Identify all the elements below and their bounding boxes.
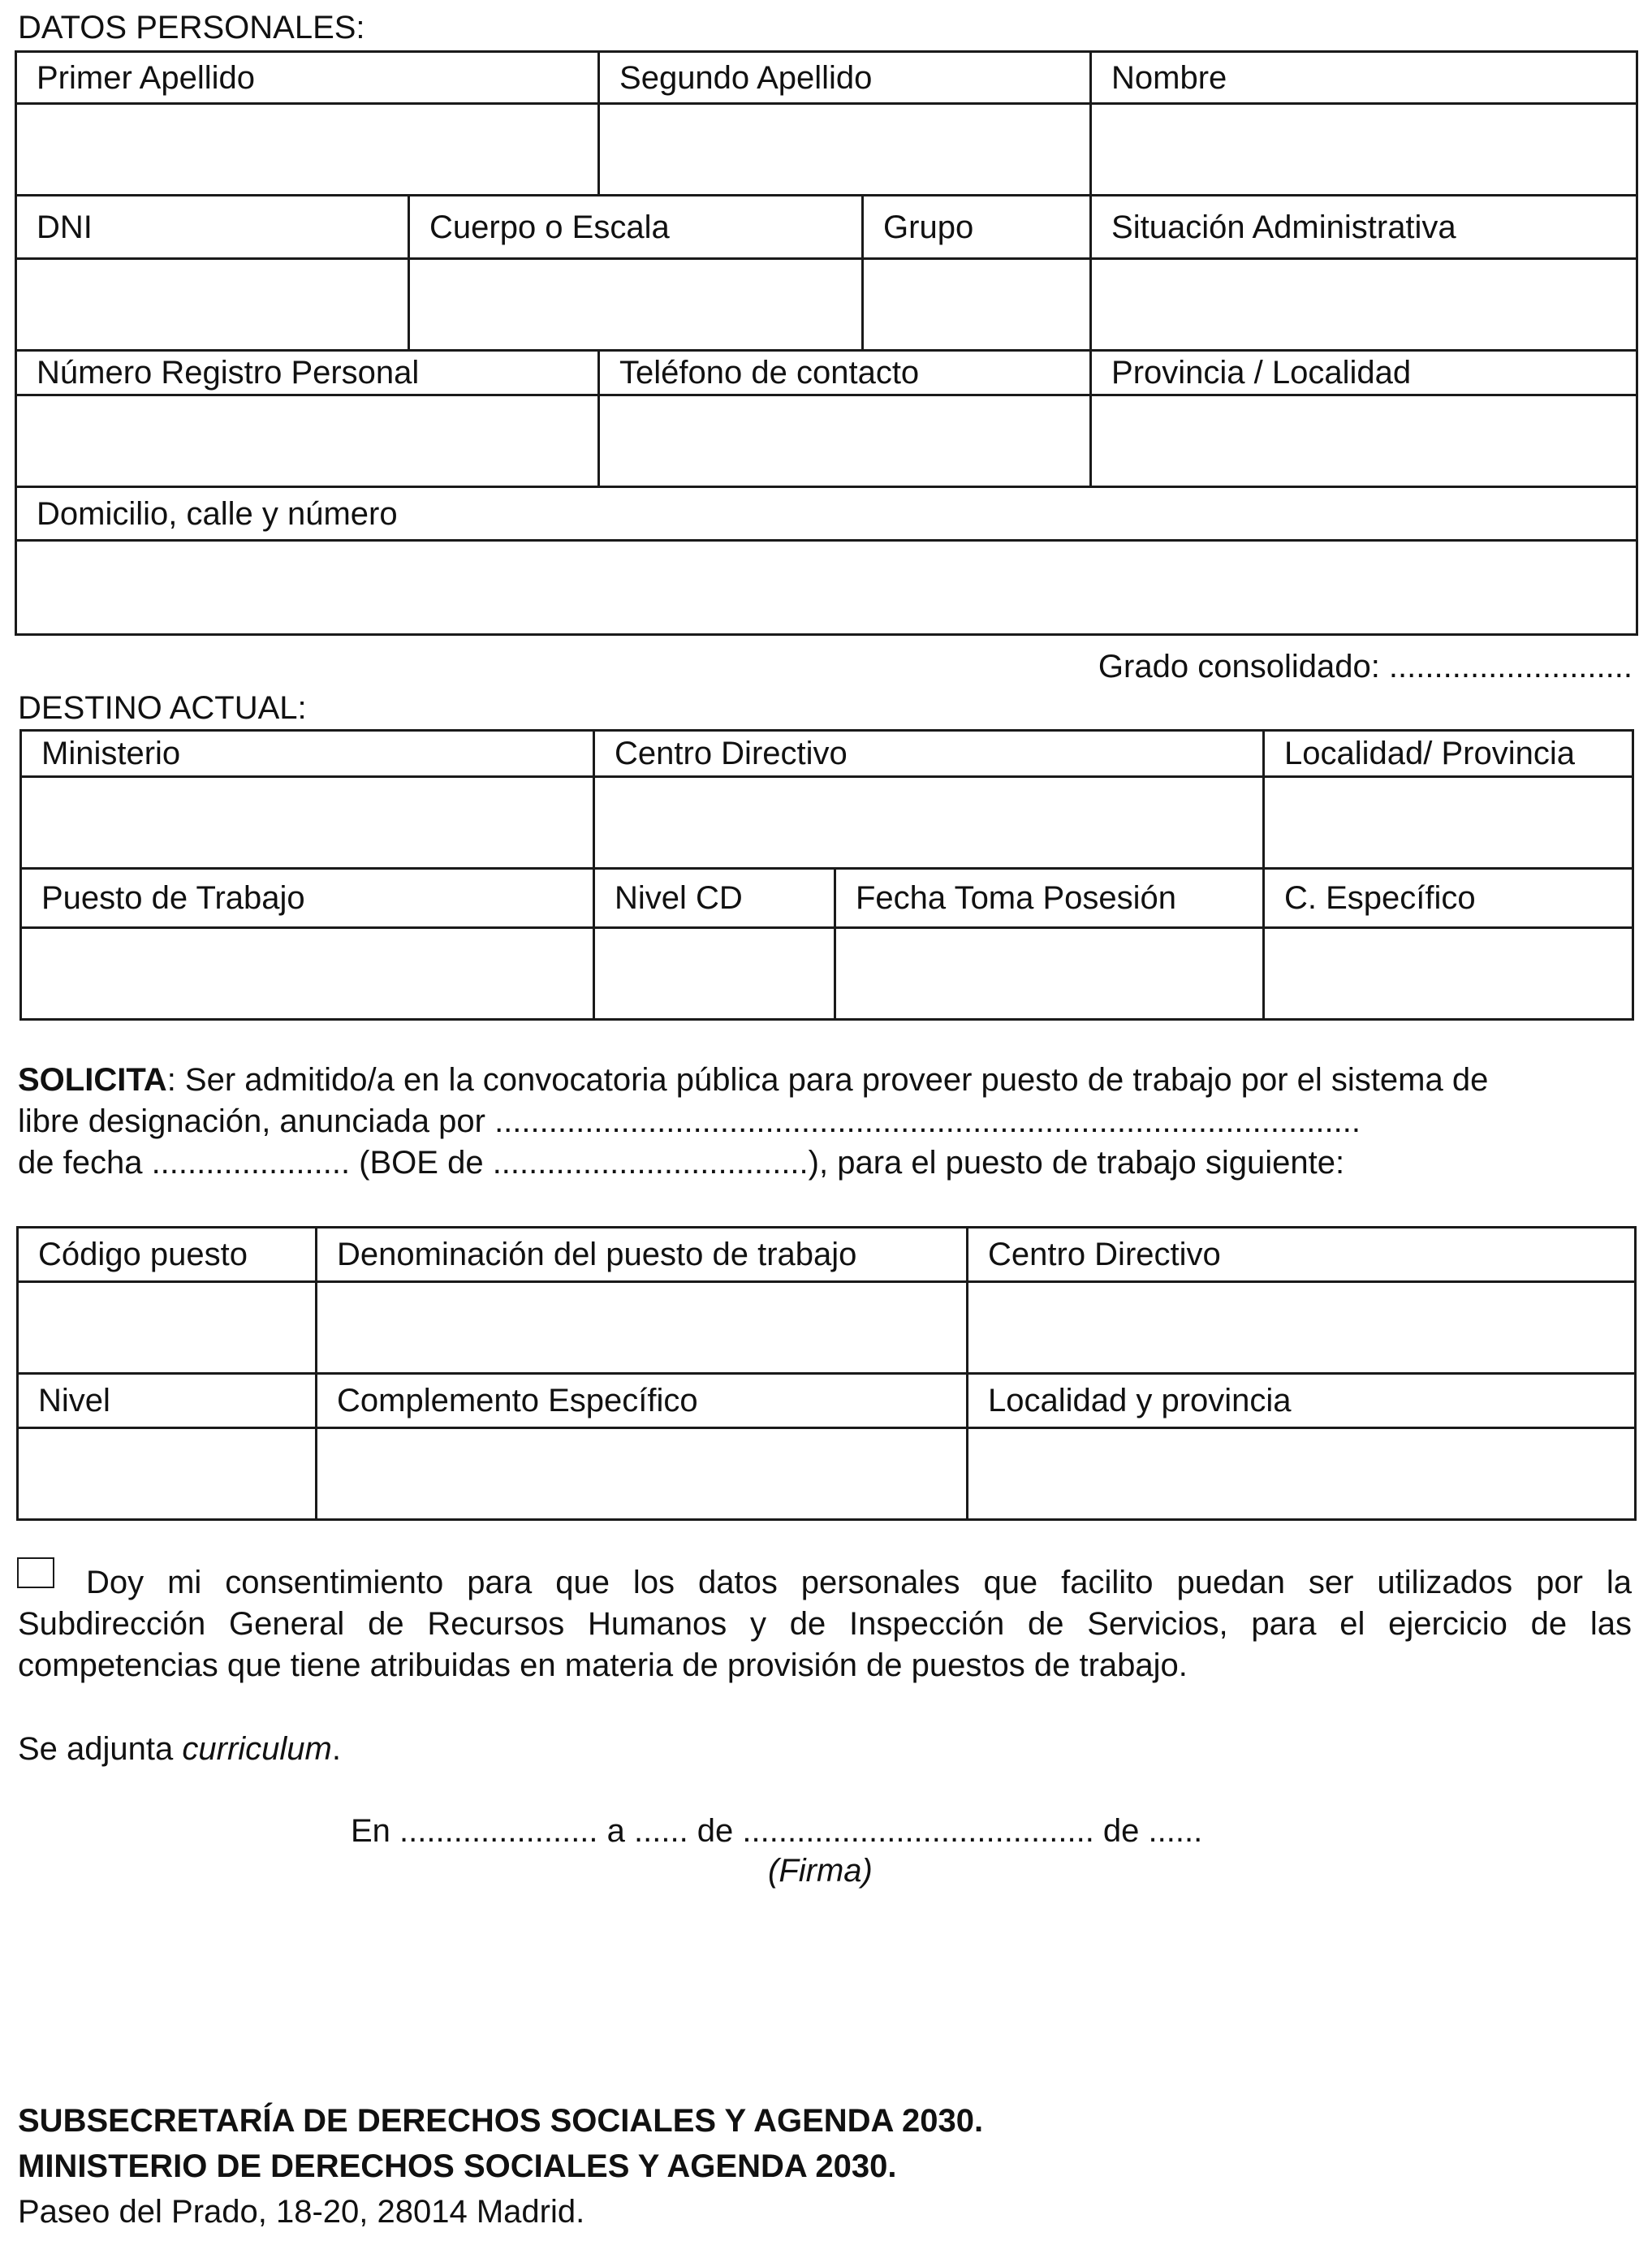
destino-actual-table <box>19 729 1634 1021</box>
adjunta-end: . <box>331 1731 341 1767</box>
cuerpo-escala-input[interactable] <box>409 259 863 351</box>
label-telefono-contacto: Teléfono de contacto <box>599 351 1091 395</box>
footer-ministerio: MINISTERIO DE DERECHOS SOCIALES Y AGENDA 2030. <box>18 2148 897 2184</box>
nivel-input[interactable] <box>18 1428 317 1520</box>
c-especifico-input[interactable] <box>1264 928 1633 1020</box>
localidad-y-provincia-input[interactable] <box>968 1428 1636 1520</box>
label-denominacion-puesto: Denominación del puesto de trabajo <box>317 1228 968 1282</box>
label-centro-directivo: Centro Directivo <box>594 731 1264 777</box>
consent-line-2 <box>18 1604 1632 1645</box>
puesto-solicitado-table <box>16 1226 1637 1521</box>
provincia-localidad-input[interactable] <box>1091 395 1637 487</box>
solicita-line-2: libre designación, anunciada por ................................................................................................ <box>18 1103 1361 1139</box>
label-codigo-puesto: Código puesto <box>18 1228 317 1282</box>
solicita-line-3: de fecha ...................... (BOE de ...................................), para el puesto de trabajo siguiente: <box>18 1145 1345 1181</box>
solicita-paragraph <box>18 1060 1633 1184</box>
consent-line-2-text: Subdirección General de Recursos Humanos y de Inspección de Servicios, para el ejercicio de las <box>18 1606 1632 1642</box>
signature-place-date: En ...................... a ...... de ....................................... de ...... <box>351 1813 1203 1849</box>
grupo-input[interactable] <box>863 259 1091 351</box>
label-nivel: Nivel <box>18 1374 317 1428</box>
label-puesto-trabajo: Puesto de Trabajo <box>21 869 594 928</box>
consent-paragraph <box>18 1562 1632 1686</box>
section-heading-destino-actual: DESTINO ACTUAL: <box>18 690 307 726</box>
label-numero-registro-personal: Número Registro Personal <box>16 351 599 395</box>
fecha-toma-posesion-input[interactable] <box>835 928 1264 1020</box>
dni-input[interactable] <box>16 259 409 351</box>
situacion-administrativa-input[interactable] <box>1091 259 1637 351</box>
label-fecha-toma-posesion: Fecha Toma Posesión <box>835 869 1264 928</box>
segundo-apellido-input[interactable] <box>599 104 1091 196</box>
ministerio-input[interactable] <box>21 777 594 869</box>
centro-directivo-solicitado-input[interactable] <box>968 1282 1636 1374</box>
label-centro-directivo-solicitado: Centro Directivo <box>968 1228 1636 1282</box>
label-dni: DNI <box>16 196 409 259</box>
label-cuerpo-escala: Cuerpo o Escala <box>409 196 863 259</box>
label-complemento-especifico: Complemento Específico <box>317 1374 968 1428</box>
nombre-input[interactable] <box>1091 104 1637 196</box>
consent-line-1 <box>18 1562 1632 1604</box>
label-primer-apellido: Primer Apellido <box>16 52 599 104</box>
label-nivel-cd: Nivel CD <box>594 869 835 928</box>
label-localidad-provincia: Localidad/ Provincia <box>1264 731 1633 777</box>
label-c-especifico: C. Específico <box>1264 869 1633 928</box>
consent-line-3: competencias que tiene atribuidas en materia de provisión de puestos de trabajo. <box>18 1647 1188 1683</box>
label-provincia-localidad: Provincia / Localidad <box>1091 351 1637 395</box>
centro-directivo-input[interactable] <box>594 777 1264 869</box>
grado-consolidado: Grado consolidado: ........................... <box>1098 649 1633 684</box>
numero-registro-personal-input[interactable] <box>16 395 599 487</box>
consent-line-1-text: Doy mi consentimiento para que los datos personales que facilito puedan ser utilizados por la <box>86 1565 1632 1600</box>
footer-street: Paseo del Prado, 18-20, 28014 Madrid. <box>18 2194 585 2230</box>
label-localidad-y-provincia: Localidad y provincia <box>968 1374 1636 1428</box>
adjunta-curriculum <box>18 1733 341 1765</box>
personal-data-table <box>15 50 1638 636</box>
footer-subsecretaria: SUBSECRETARÍA DE DERECHOS SOCIALES Y AGENDA 2030. <box>18 2103 984 2139</box>
solicita-label: SOLICITA <box>18 1062 167 1098</box>
label-situacion-administrativa: Situación Administrativa <box>1091 196 1637 259</box>
localidad-provincia-input[interactable] <box>1264 777 1633 869</box>
footer-address <box>18 2098 983 2235</box>
adjunta-text: Se adjunta <box>18 1731 183 1767</box>
denominacion-puesto-input[interactable] <box>317 1282 968 1374</box>
label-nombre: Nombre <box>1091 52 1637 104</box>
label-ministerio: Ministerio <box>21 731 594 777</box>
section-heading-datos-personales: DATOS PERSONALES: <box>18 10 365 45</box>
label-grupo: Grupo <box>863 196 1091 259</box>
domicilio-input[interactable] <box>16 541 1637 635</box>
codigo-puesto-input[interactable] <box>18 1282 317 1374</box>
telefono-contacto-input[interactable] <box>599 395 1091 487</box>
solicita-line-1: : Ser admitido/a en la convocatoria pública para proveer puesto de trabajo por el sistema de <box>166 1062 1489 1098</box>
nivel-cd-input[interactable] <box>594 928 835 1020</box>
label-segundo-apellido: Segundo Apellido <box>599 52 1091 104</box>
adjunta-italic: curriculum <box>182 1731 332 1767</box>
puesto-trabajo-input[interactable] <box>21 928 594 1020</box>
signature-firma: (Firma) <box>768 1853 873 1889</box>
label-domicilio: Domicilio, calle y número <box>16 487 1637 541</box>
complemento-especifico-input[interactable] <box>317 1428 968 1520</box>
primer-apellido-input[interactable] <box>16 104 599 196</box>
